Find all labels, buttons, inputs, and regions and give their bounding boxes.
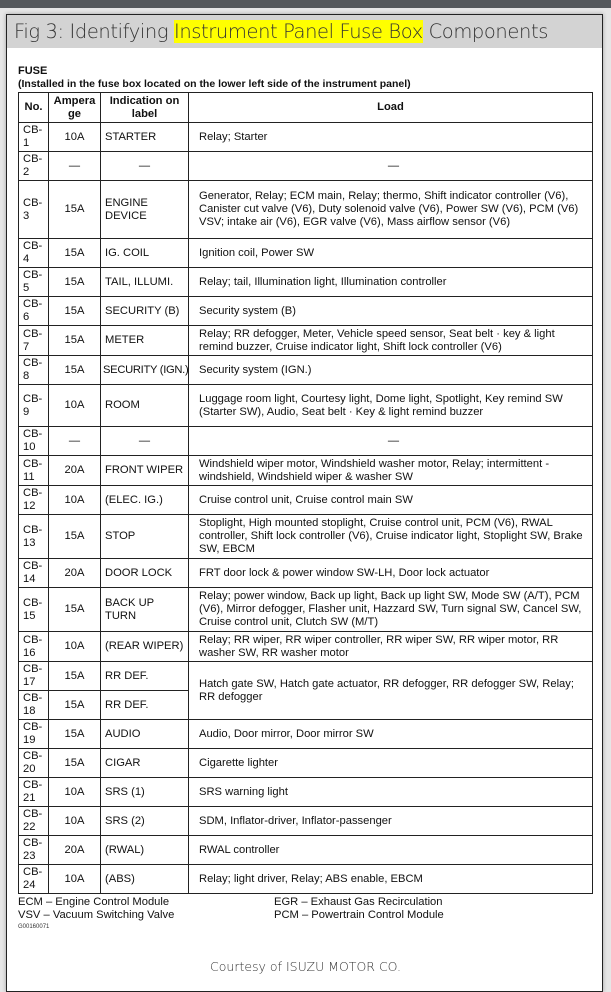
abbr-vsv: VSV – Vacuum Switching Valve — [18, 909, 175, 921]
cell-fuse-number: CB-21 — [19, 778, 49, 807]
table-row — [19, 865, 593, 894]
cell-fuse-number: CB-24 — [19, 865, 49, 894]
cell-load: Relay; RR wiper, RR wiper controller, RR wiper SW, RR wiper motor, RR washer SW, RR washer motor — [189, 632, 593, 662]
cell-load: Cruise control unit, Cruise control main SW — [189, 486, 593, 515]
cell-fuse-number: CB-18 — [19, 691, 49, 720]
cell-fuse-number: CB-1 — [19, 123, 49, 152]
abbr-pcm: PCM – Powertrain Control Module — [274, 909, 444, 921]
cell-label-indication: SRS (2) — [101, 807, 189, 836]
cell-load: SDM, Inflator-driver, Inflator-passenger — [189, 807, 593, 836]
cell-amperage: 15A — [49, 749, 101, 778]
cell-load: Luggage room light, Courtesy light, Dome light, Spotlight, Key remind SW (Starter SW), Audio, Seat belt · Key & light remind buzzer — [189, 385, 593, 427]
cell-load: SRS warning light — [189, 778, 593, 807]
table-row — [19, 326, 593, 356]
cell-load: — — [189, 427, 593, 456]
cell-label-indication: ROOM — [101, 385, 189, 427]
cell-load: Windshield wiper motor, Windshield washer motor, Relay; intermittent - windshield, Windshield wiper & washer SW — [189, 456, 593, 486]
table-row — [19, 720, 593, 749]
cell-amperage: 15A — [49, 588, 101, 632]
table-row — [19, 268, 593, 297]
cell-amperage: 10A — [49, 632, 101, 662]
cell-fuse-number: CB-8 — [19, 356, 49, 385]
cell-amperage: 15A — [49, 356, 101, 385]
courtesy-credit: Courtesy of ISUZU MOTOR CO. — [210, 959, 401, 974]
fuse-subheading: (Installed in the fuse box located on the lower left side of the instrument panel) — [18, 78, 411, 90]
cell-label-indication: RR DEF. — [101, 691, 189, 720]
table-row — [19, 181, 593, 239]
cell-load: Hatch gate SW, Hatch gate actuator, RR defogger, RR defogger SW, Relay; RR defogger — [189, 662, 593, 720]
cell-amperage: 15A — [49, 181, 101, 239]
cell-fuse-number: CB-4 — [19, 239, 49, 268]
cell-load: Audio, Door mirror, Door mirror SW — [189, 720, 593, 749]
table-row — [19, 456, 593, 486]
cell-label-indication: SECURITY (IGN.) — [101, 356, 189, 385]
cell-load: Relay; power window, Back up light, Back up light SW, Mode SW (A/T), PCM (V6), Mirror defogger, Flasher unit, Hazzard SW, Turn signal SW, Cancel SW, Cruise control unit, Clutch SW (M/T) — [189, 588, 593, 632]
cell-label-indication: BACK UP TURN — [101, 588, 189, 632]
cell-label-indication: (RWAL) — [101, 836, 189, 865]
cell-amperage: — — [49, 427, 101, 456]
cell-label-indication: STOP — [101, 515, 189, 559]
abbr-egr: EGR – Exhaust Gas Recirculation — [274, 896, 443, 908]
cell-amperage: 15A — [49, 515, 101, 559]
cell-load: Relay; light driver, Relay; ABS enable, EBCM — [189, 865, 593, 894]
cell-label-indication: SECURITY (B) — [101, 297, 189, 326]
cell-load: Relay; RR defogger, Meter, Vehicle speed sensor, Seat belt · key & light remind buzzer, Cruise indicator light, Shift lock controller (V6) — [189, 326, 593, 356]
figure-code: G00160071 — [18, 924, 50, 930]
cell-fuse-number: CB-2 — [19, 152, 49, 181]
abbr-ecm: ECM – Engine Control Module — [18, 896, 170, 908]
cell-label-indication: DOOR LOCK — [101, 559, 189, 588]
cell-load: Relay; tail, Illumination light, Illumination controller — [189, 268, 593, 297]
cell-load: Security system (B) — [189, 297, 593, 326]
cell-load: FRT door lock & power window SW-LH, Door lock actuator — [189, 559, 593, 588]
table-row — [19, 807, 593, 836]
table-row — [19, 427, 593, 456]
cell-fuse-number: CB-6 — [19, 297, 49, 326]
cell-amperage: 15A — [49, 691, 101, 720]
figure-title — [14, 20, 548, 43]
cell-fuse-number: CB-9 — [19, 385, 49, 427]
cell-label-indication: AUDIO — [101, 720, 189, 749]
cell-label-indication: FRONT WIPER — [101, 456, 189, 486]
cell-fuse-number: CB-20 — [19, 749, 49, 778]
cell-load: Stoplight, High mounted stoplight, Cruise control unit, PCM (V6), RWAL controller, Shift lock controller (V6), Cruise indicator light, Stoplight SW, Brake SW, EBCM — [189, 515, 593, 559]
cell-fuse-number: CB-13 — [19, 515, 49, 559]
cell-fuse-number: CB-16 — [19, 632, 49, 662]
table-row — [19, 297, 593, 326]
cell-amperage: — — [49, 152, 101, 181]
cell-amperage: 10A — [49, 385, 101, 427]
cell-fuse-number: CB-10 — [19, 427, 49, 456]
table-row — [19, 662, 593, 691]
cell-amperage: 15A — [49, 662, 101, 691]
table-row — [19, 588, 593, 632]
top-bar — [0, 0, 611, 8]
abbreviations-left — [18, 896, 274, 922]
cell-fuse-number: CB-14 — [19, 559, 49, 588]
title-band — [7, 15, 602, 48]
cell-amperage: 20A — [49, 836, 101, 865]
cell-amperage: 15A — [49, 297, 101, 326]
title-prefix: Fig 3: Identifying — [14, 20, 174, 43]
table-row — [19, 385, 593, 427]
table-row — [19, 152, 593, 181]
cell-amperage: 10A — [49, 486, 101, 515]
title-highlight: Instrument Panel Fuse Box — [173, 20, 423, 43]
cell-load: Cigarette lighter — [189, 749, 593, 778]
figure-card — [6, 14, 603, 992]
cell-fuse-number: CB-5 — [19, 268, 49, 297]
cell-load: RWAL controller — [189, 836, 593, 865]
cell-amperage: 10A — [49, 778, 101, 807]
abbreviations-right — [274, 896, 530, 922]
table-row — [19, 749, 593, 778]
cell-load: — — [189, 152, 593, 181]
cell-fuse-number: CB-17 — [19, 662, 49, 691]
abbreviations — [18, 896, 593, 922]
cell-amperage: 15A — [49, 326, 101, 356]
cell-amperage: 20A — [49, 456, 101, 486]
cell-fuse-number: CB-23 — [19, 836, 49, 865]
cell-label-indication: SRS (1) — [101, 778, 189, 807]
table-row — [19, 486, 593, 515]
table-row — [19, 836, 593, 865]
cell-label-indication: RR DEF. — [101, 662, 189, 691]
table-row — [19, 559, 593, 588]
table-row — [19, 632, 593, 662]
cell-load: Ignition coil, Power SW — [189, 239, 593, 268]
cell-amperage: 10A — [49, 123, 101, 152]
cell-load: Security system (IGN.) — [189, 356, 593, 385]
cell-load: Generator, Relay; ECM main, Relay; thermo, Shift indicator controller (V6), Canister cut valve (V6), Duty solenoid valve (V6), Power SW (V6), PCM (V6) VSV; intake air (V6), EGR valve (V6), Mass airflow sensor (V6) — [189, 181, 593, 239]
cell-label-indication: — — [101, 152, 189, 181]
cell-label-indication: — — [101, 427, 189, 456]
cell-label-indication: ENGINE DEVICE — [101, 181, 189, 239]
cell-fuse-number: CB-7 — [19, 326, 49, 356]
col-load: Load — [189, 93, 593, 123]
cell-fuse-number: CB-11 — [19, 456, 49, 486]
cell-label-indication: (ABS) — [101, 865, 189, 894]
cell-amperage: 10A — [49, 807, 101, 836]
cell-amperage: 20A — [49, 559, 101, 588]
cell-label-indication: (REAR WIPER) — [101, 632, 189, 662]
figure-body — [7, 48, 602, 975]
cell-load: Relay; Starter — [189, 123, 593, 152]
cell-label-indication: CIGAR — [101, 749, 189, 778]
table-row — [19, 515, 593, 559]
cell-fuse-number: CB-15 — [19, 588, 49, 632]
cell-fuse-number: CB-22 — [19, 807, 49, 836]
fuse-heading: FUSE — [18, 65, 48, 77]
cell-fuse-number: CB-19 — [19, 720, 49, 749]
cell-amperage: 15A — [49, 720, 101, 749]
col-amperage: Amperage — [49, 93, 101, 123]
table-row — [19, 356, 593, 385]
cell-label-indication: TAIL, ILLUMI. — [101, 268, 189, 297]
table-row — [19, 239, 593, 268]
table-row — [19, 778, 593, 807]
cell-amperage: 15A — [49, 268, 101, 297]
cell-fuse-number: CB-3 — [19, 181, 49, 239]
cell-fuse-number: CB-12 — [19, 486, 49, 515]
cell-label-indication: METER — [101, 326, 189, 356]
cell-amperage: 15A — [49, 239, 101, 268]
cell-label-indication: IG. COIL — [101, 239, 189, 268]
title-suffix: Components — [422, 20, 548, 43]
fuse-table — [18, 92, 593, 894]
col-no: No. — [19, 93, 49, 123]
table-row — [19, 123, 593, 152]
table-header-row — [19, 93, 593, 123]
col-label: Indication on label — [101, 93, 189, 123]
cell-label-indication: (ELEC. IG.) — [101, 486, 189, 515]
cell-label-indication: STARTER — [101, 123, 189, 152]
cell-amperage: 10A — [49, 865, 101, 894]
